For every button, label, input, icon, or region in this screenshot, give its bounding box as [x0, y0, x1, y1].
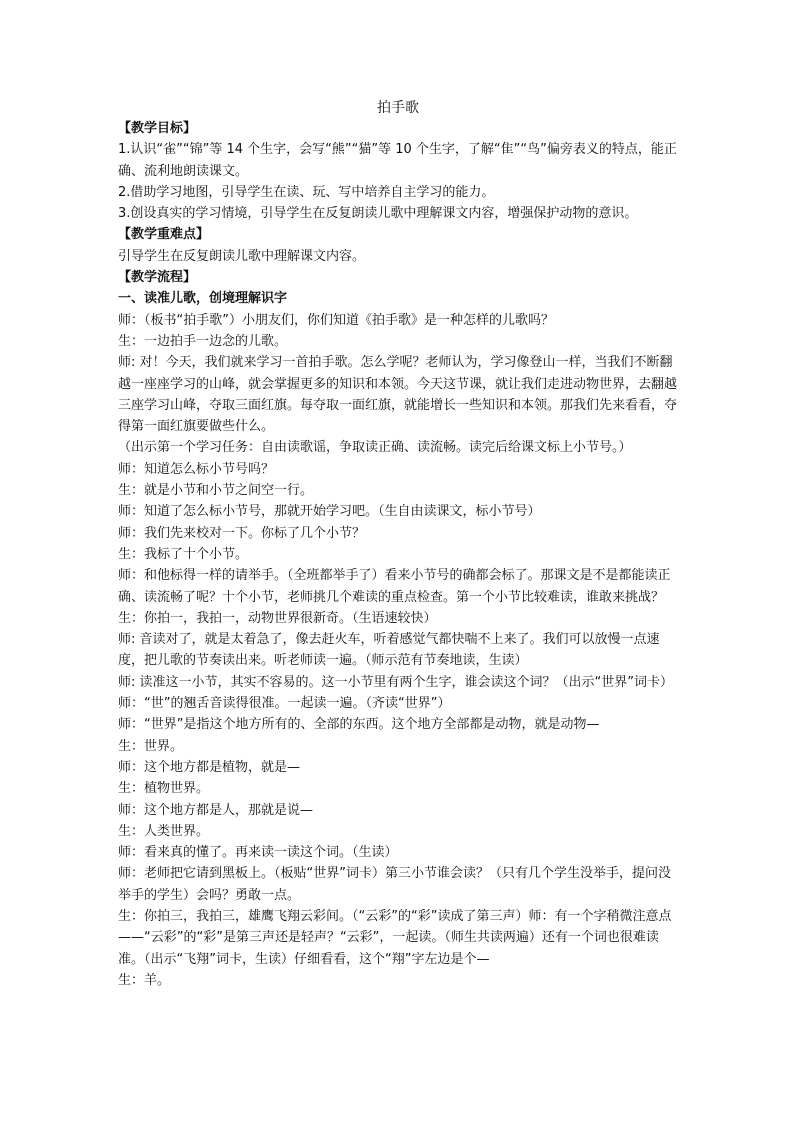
- paragraph-line: 师：我们先来校对一下。你标了几个小节？: [118, 525, 366, 541]
- paragraph-line: 生：你拍三，我拍三，雄鹰飞翔云彩间。（“云彩”的“彩”读成了第三声）师：有一个字稍微注意点——“云彩”的“彩”是第三声还是轻声？“云彩”，一起读。（师生共读两遍）还有一个词也很难读准。（出示“飞翔”词卡，生读）仔细看看，这个“翔”字左边是个—: [118, 908, 672, 967]
- paragraph-line: 师：“世界”是指这个地方所有的、全部的东西。这个地方全部都是动物，就是动物—: [118, 717, 600, 733]
- section-heading: 一、读准儿歌，创境理解识字: [118, 291, 288, 307]
- paragraph-line: 生：羊。: [118, 972, 171, 988]
- paragraph-line: （出示第一个学习任务：自由读歌谣，争取读正确、读流畅。读完后给课文标上小节号。）: [118, 440, 632, 456]
- paragraph-line: 师：知道了怎么标小节号，那就开始学习吧。（生自由读课文，标小节号）: [118, 504, 541, 520]
- paragraph-line: 3.创设真实的学习情境，引导学生在反复朗读儿歌中理解课文内容，增强保护动物的意识。: [118, 206, 638, 222]
- paragraph-line: 师: 音读对了，就是太着急了，像去赶火车，听着感觉气都快喘不上来了。我们可以放慢一点速度，把儿歌的节奏读出来。听老师读一遍。（师示范有节奏地读，生读）: [118, 632, 660, 669]
- paragraph-line: 师：和他标得一样的请举手。（全班都举手了）看来小节号的确都会标了。那课文是不是都能读正确、读流畅了呢？十个小节，老师挑几个难读的重点检查。第一个小节比较难读，谁敢来挑战？: [118, 568, 671, 605]
- document-page: [118, 100, 678, 991]
- paragraph-line: 师：知道怎么标小节号吗？: [118, 461, 275, 477]
- paragraph-line: 2.借助学习地图，引导学生在读、玩、写中培养自主学习的能力。: [118, 184, 495, 200]
- paragraph-line: 师：这个地方都是植物，就是—: [118, 759, 301, 775]
- section-heading: 【教学目标】: [118, 121, 197, 136]
- section-heading: 【教学重难点】: [118, 227, 210, 243]
- paragraph-line: 师：看来真的懂了。再来读一读这个词。（生读）: [118, 845, 398, 861]
- paragraph-line: 师：“世”的翘舌音读得很准。一起读一遍。（齐读“世界”）: [118, 696, 451, 712]
- paragraph-line: 师：这个地方都是人，那就是说—: [118, 802, 314, 818]
- paragraph-line: 生：世界。: [118, 738, 184, 754]
- paragraph-line: 师: 读准这一小节，其实不容易的。这一小节里有两个生字，谁会读这个词？（出示“世界”词卡）: [118, 674, 673, 690]
- paragraph-line: 生：植物世界。: [118, 781, 210, 797]
- paragraph-line: 师：老师把它请到黑板上。（板贴“世界”词卡）第三小节谁会读？（只有几个学生没举手，提问没举手的学生）会吗？勇敢一点。: [118, 866, 671, 903]
- paragraph-line: 引导学生在反复朗读儿歌中理解课文内容。: [118, 248, 366, 264]
- paragraph-line: 1.认识“雀”“锦”等 14 个生字，会写“熊”“猫”等 10 个生字，了解“隹”“鸟”偏旁表义的特点，能正确、流利地朗读课文。: [118, 142, 677, 179]
- document-body: [118, 118, 678, 991]
- paragraph-line: 生：你拍一，我拍一，动物世界很新奇。（生语速较快）: [118, 610, 437, 626]
- paragraph-line: 生：一边拍手一边念的儿歌。: [118, 333, 288, 349]
- paragraph-line: 生：就是小节和小节之间空一行。: [118, 483, 314, 499]
- paragraph-line: 师：（板书“拍手歌”）小朋友们，你们知道《拍手歌》是一种怎样的儿歌吗？: [118, 312, 554, 328]
- paragraph-line: 师: 对！今天，我们就来学习一首拍手歌。怎么学呢？老师认为，学习像登山一样，当我们不断翻越一座座学习的山峰，就会掌握更多的知识和本领。今天这节课，就让我们走进动物世界，去翻越三座学习山峰，夺取三面红旗。每夺取一面红旗，就能增长一些知识和本领。那我们先来看看，夺得第一面红旗要做些什么。: [118, 355, 678, 435]
- section-heading: 【教学流程】: [118, 270, 197, 286]
- paragraph-line: 生：我标了十个小节。: [118, 546, 249, 562]
- paragraph-line: 生：人类世界。: [118, 823, 210, 839]
- document-title: 拍手歌: [377, 100, 419, 116]
